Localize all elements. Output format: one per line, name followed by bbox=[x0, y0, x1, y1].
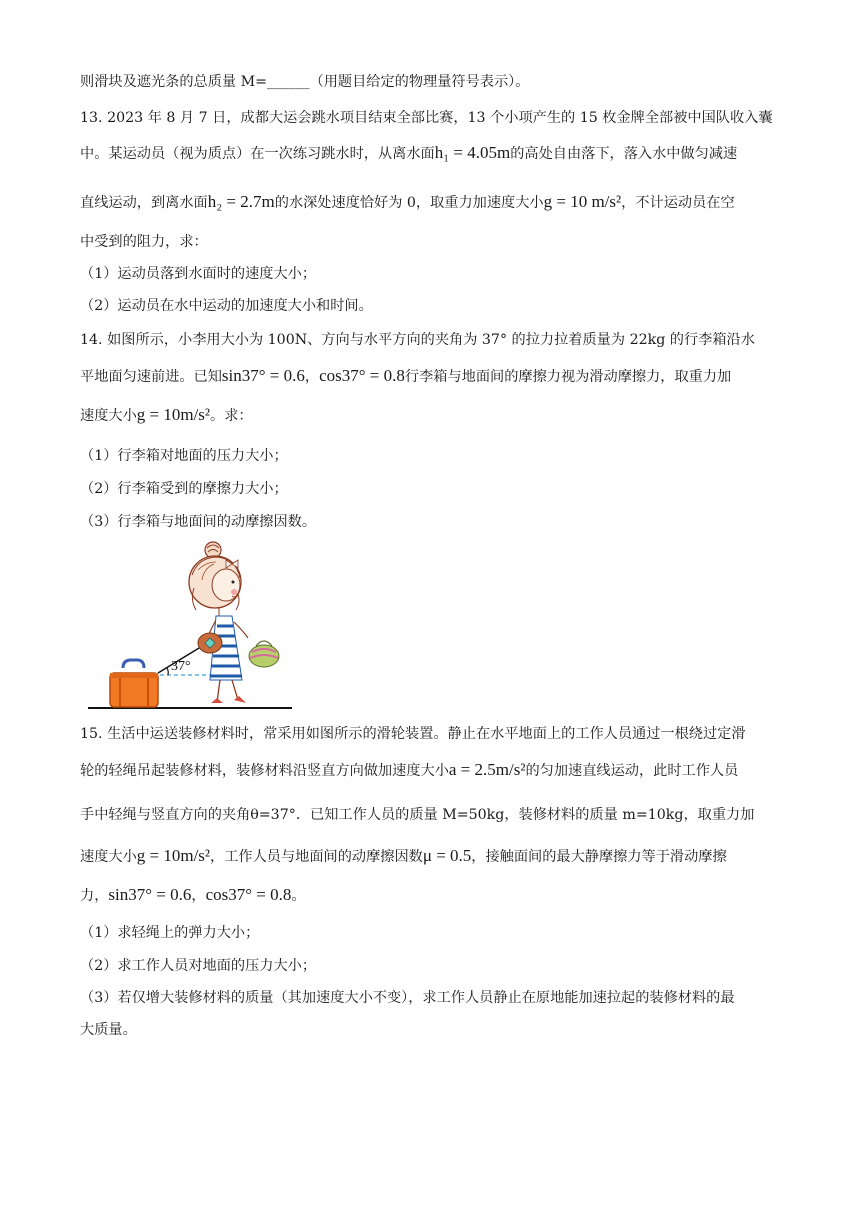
angle-label: 37° bbox=[171, 659, 191, 674]
q15-text-5a: 力， bbox=[80, 888, 109, 904]
q14-text-1: 14. 如图所示，小李用大小为 100N、方向与水平方向的夹角为 37° 的拉力拉着质量为 22kg 的行李箱沿水 bbox=[80, 332, 755, 348]
q15-line-3 bbox=[80, 805, 780, 825]
q14-text-3a: 速度大小 bbox=[80, 408, 137, 424]
q15-text-4c: ，接触面间的最大静摩擦力等于滑动摩擦 bbox=[471, 849, 727, 865]
q15-sub-3-text: （3）若仅增大装修材料的质量（其加速度大小不变），求工作人员静止在原地能加速拉起的装修材料的最 bbox=[80, 990, 735, 1006]
q15-sub-3-cont bbox=[80, 1020, 780, 1040]
q15-text-2a: 轮的轻绳吊起装修材料，装修材料沿竖直方向做加速度大小 bbox=[80, 763, 449, 779]
q13-formula-h1: h₁ = 4.05m bbox=[434, 143, 511, 162]
q14-line-2: 平地面匀速前进。已知sin37° = 0.6，cos37° = 0.8行李箱与地面间的摩擦力视为滑动摩擦力，取重力加 bbox=[80, 366, 732, 385]
q13-text-3b: 的水深处速度恰好为 0，取重力加速度大小 bbox=[274, 195, 544, 211]
q13-formula-h2: h₂ = 2.7m bbox=[207, 192, 275, 211]
q13-text-4: 中受到的阻力，求： bbox=[80, 234, 208, 250]
q15-sub-3-cont-text: 大质量。 bbox=[80, 1022, 137, 1038]
q14-sub-3-text: （3）行李箱与地面间的动摩擦因数。 bbox=[80, 514, 317, 530]
q14-sub-2-text: （2）行李箱受到的摩擦力大小； bbox=[80, 481, 288, 497]
q13-line-3 bbox=[80, 192, 780, 213]
q15-line-1 bbox=[80, 724, 780, 744]
q13-sub-2-text: （2）运动员在水中运动的加速度大小和时间。 bbox=[80, 298, 373, 314]
q13-line-2 bbox=[80, 143, 780, 164]
q15-line-4 bbox=[80, 846, 780, 867]
q14-sub-3 bbox=[80, 512, 780, 532]
suitcase-illustration bbox=[110, 660, 158, 707]
q15-formula-cos: cos37° = 0.8 bbox=[205, 885, 292, 904]
q13-text-3a: 直线运动，到离水面 bbox=[80, 195, 208, 211]
q13-line-4 bbox=[80, 232, 780, 252]
q15-text-4b: ，工作人员与地面间的动摩擦因数 bbox=[210, 849, 423, 865]
angle-arc bbox=[167, 668, 168, 675]
q14-sub-1 bbox=[80, 446, 780, 466]
q13-sub-1 bbox=[80, 264, 780, 284]
q15-sub-2 bbox=[80, 956, 780, 976]
q15-text-2b: 的匀加速直线运动，此时工作人员 bbox=[525, 763, 739, 779]
q14-formula-cos: cos37° = 0.8 bbox=[319, 366, 405, 385]
q15-formula-g: g = 10m/s² bbox=[136, 846, 211, 865]
q14-figure bbox=[86, 540, 296, 715]
q13-text-3c: ，不计运动员在空 bbox=[621, 195, 735, 211]
q13-text-1: 13. 2023 年 8 月 7 日，成都大运会跳水项目结束全部比赛，13 个小项产生的 15 枚金牌全部被中国队收入囊 bbox=[80, 110, 773, 126]
q13-sub-1-text: （1）运动员落到水面时的速度大小； bbox=[80, 266, 317, 282]
q15-formula-a: a = 2.5m/s² bbox=[448, 760, 526, 779]
q15-line-5: 力，sin37° = 0.6，cos37° = 0.8。 bbox=[80, 885, 306, 904]
q13-text-2b: 的高处自由落下，落入水中做匀减速 bbox=[510, 146, 738, 162]
q14-text-2b: 行李箱与地面间的摩擦力视为滑动摩擦力，取重力加 bbox=[404, 369, 732, 385]
q15-formula-mu: μ = 0.5 bbox=[422, 846, 472, 865]
q15-formula-sin: sin37° = 0.6 bbox=[108, 885, 192, 904]
q14-text-2a: 平地面匀速前进。已知 bbox=[80, 369, 222, 385]
q13-line-1 bbox=[80, 108, 780, 128]
q15-text-3: 手中轻绳与竖直方向的夹角θ=37°．已知工作人员的质量 M=50kg，装修材料的质量 m=10kg，取重力加 bbox=[80, 807, 755, 823]
q15-sub-2-text: （2）求工作人员对地面的压力大小； bbox=[80, 958, 317, 974]
q13-sub-2 bbox=[80, 296, 780, 316]
q15-text-5b: 。 bbox=[291, 888, 306, 904]
q15-sub-1 bbox=[80, 923, 780, 943]
girl-illustration bbox=[189, 542, 279, 703]
q14-formula-sin: sin37° = 0.6 bbox=[221, 366, 305, 385]
q14-sub-2 bbox=[80, 479, 780, 499]
q15-sub-1-text: （1）求轻绳上的弹力大小； bbox=[80, 925, 260, 941]
q12-tail-line bbox=[80, 72, 780, 92]
q14-text-3b: 。求： bbox=[210, 408, 253, 424]
q13-text-2a: 中。某运动员（视为质点）在一次练习跳水时，从离水面 bbox=[80, 146, 435, 162]
q15-sub-3 bbox=[80, 988, 780, 1008]
q14-formula-g: g = 10m/s² bbox=[136, 405, 211, 424]
q12-tail-text: 则滑块及遮光条的总质量 M=______（用题目给定的物理量符号表示）。 bbox=[80, 74, 530, 90]
q14-line-3 bbox=[80, 405, 780, 426]
q15-line-2 bbox=[80, 760, 780, 781]
q15-text-1: 15. 生活中运送装修材料时，常采用如图所示的滑轮装置。静止在水平地面上的工作人员通过一根绕过定滑 bbox=[80, 726, 746, 742]
q13-formula-g: g = 10 m/s² bbox=[543, 192, 622, 211]
q14-sub-1-text: （1）行李箱对地面的压力大小； bbox=[80, 448, 288, 464]
q15-text-4a: 速度大小 bbox=[80, 849, 137, 865]
q14-line-1 bbox=[80, 330, 780, 350]
